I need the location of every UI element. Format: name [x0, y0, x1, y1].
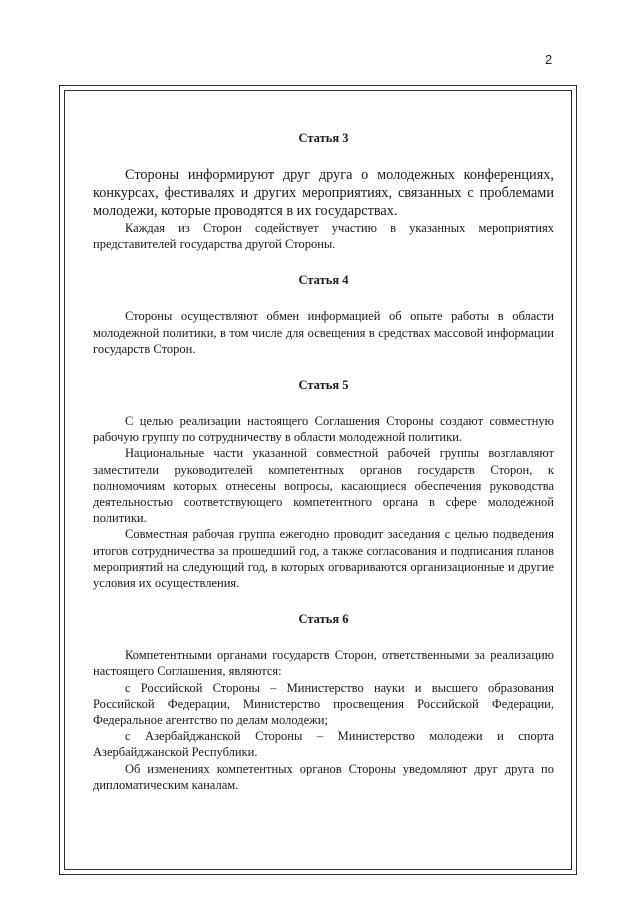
article-title: Статья 5 — [298, 378, 349, 393]
article-title: Статья 4 — [298, 273, 349, 288]
article-5 — [93, 377, 554, 591]
article-paragraph: Об изменениях компетентных органов Стороны уведомляют друг друга по дипломатическим каналам. — [93, 761, 554, 792]
article-3 — [93, 130, 554, 252]
article-paragraph: С целью реализации настоящего Соглашения Стороны создают совместную рабочую группу по сотрудничеству в области молодежной политики. — [93, 414, 554, 445]
article-6 — [93, 611, 554, 793]
article-4 — [93, 272, 554, 357]
article-title: Статья 6 — [298, 612, 349, 627]
article-paragraph: Стороны осуществляют обмен информацией об опыте работы в области молодежной политики, в том числе для освещения в средствах массовой информации государств Сторон. — [93, 309, 554, 356]
document-body — [93, 130, 554, 793]
article-paragraph: с Российской Стороны – Министерство науки и высшего образования Российской Федерации, Министерство просвещения Российской Федерации, Федеральное агентство по делам молодежи; — [93, 680, 554, 728]
article-title: Статья 3 — [298, 131, 349, 145]
article-paragraph: Национальные части указанной совместной рабочей группы возглавляют заместители руководителей компетентных органов государств Сторон, к полномочиям которых отнесены вопросы, касающиеся обеспечения руководства деятельностью соответствующего компетентного органа в сфере молодежной политики. — [93, 446, 554, 526]
article-paragraph: с Азербайджанской Стороны – Министерство молодежи и спорта Азербайджанской Республики. — [93, 729, 554, 760]
page-number: 2 — [545, 52, 553, 67]
article-paragraph: Компетентными органами государств Сторон, ответственными за реализацию настоящего Соглашения, являются: — [93, 648, 554, 679]
article-paragraph: Каждая из Сторон содействует участию в указанных мероприятиях представителей государства другой Стороны. — [93, 221, 554, 252]
article-paragraph: Совместная рабочая группа ежегодно проводит заседания с целью подведения итогов сотрудничества за прошедший год, а также согласования и подписания планов мероприятий на следующий год, в которых оговариваются организационные и другие условия их осуществления. — [93, 527, 554, 591]
article-paragraph: Стороны информируют друг друга о молодежных конференциях, конкурсах, фестивалях и других мероприятиях, связанных с проблемами молодежи, которые проводятся в их государствах. — [93, 167, 554, 219]
